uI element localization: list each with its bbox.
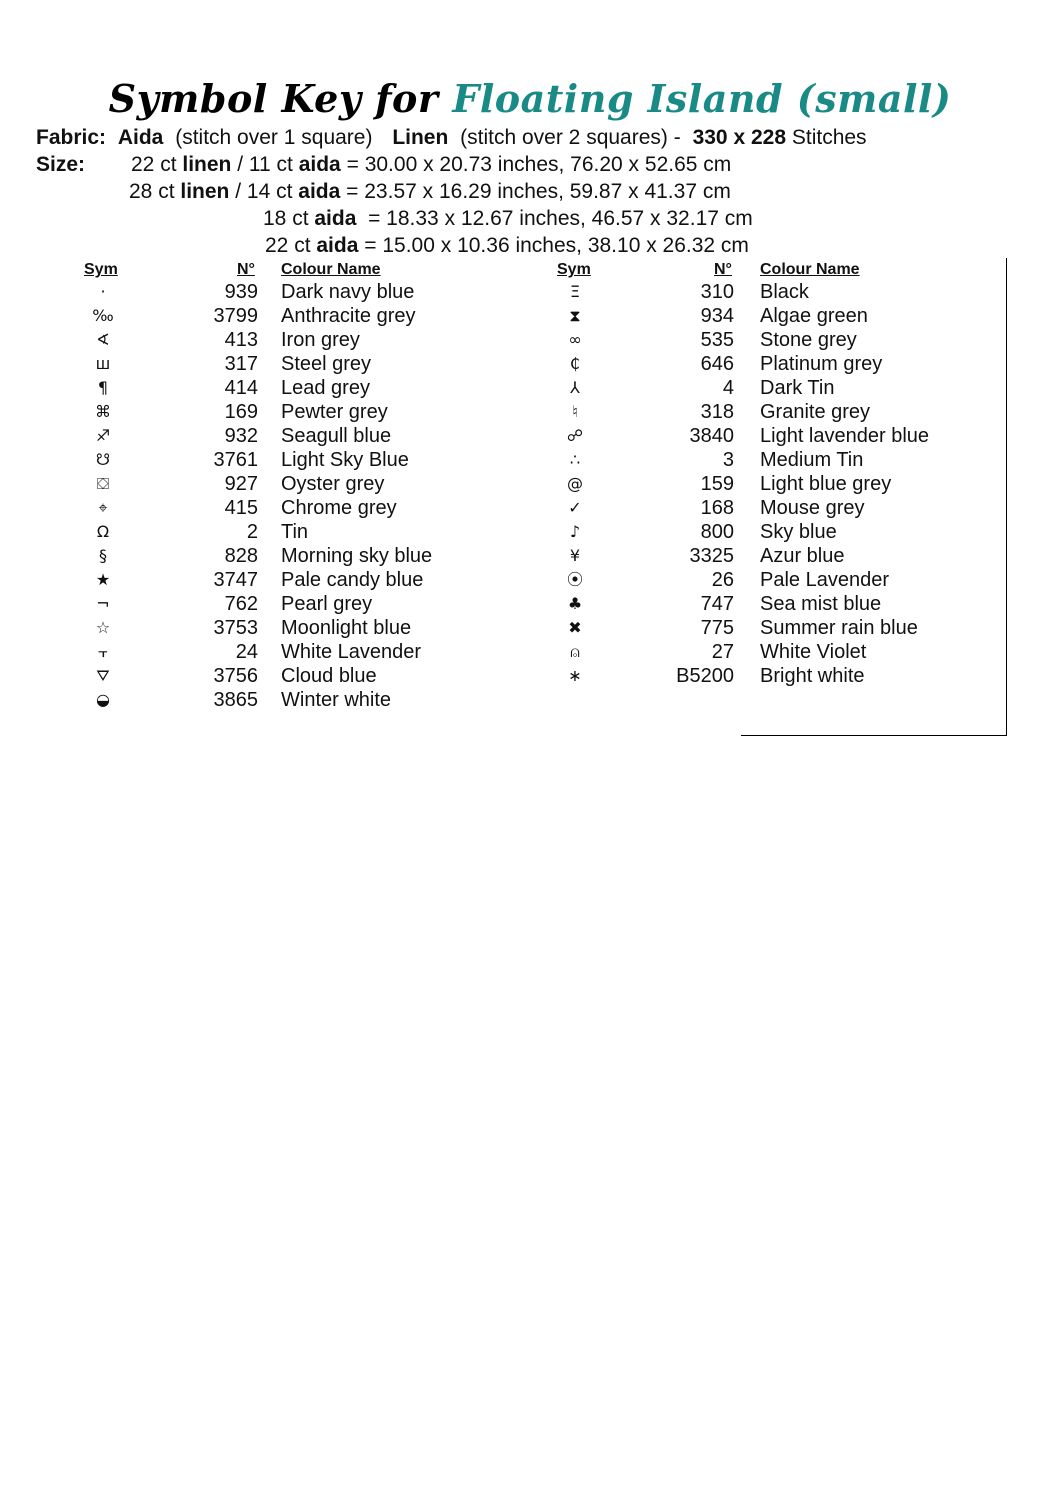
colour-name: Sea mist blue	[760, 593, 882, 615]
symbol-icon: ¶	[97, 378, 109, 397]
size-count-alt: / 14 ct	[235, 180, 293, 203]
thread-number: 27	[711, 641, 734, 663]
thread-number: 762	[224, 593, 258, 615]
symbol-icon: ☆	[95, 618, 111, 637]
thread-number: 934	[700, 305, 734, 327]
thread-number: B5200	[676, 665, 734, 687]
symbol-icon: ⛋	[96, 474, 110, 493]
thread-number: 3840	[689, 425, 734, 447]
symbol-icon: ‰	[92, 306, 114, 325]
list-item	[0, 448, 1060, 472]
list-item	[0, 472, 1060, 496]
thread-number: 2	[246, 521, 258, 543]
thread-number: 26	[711, 569, 734, 591]
symbol-icon: ⍝	[570, 642, 580, 661]
symbol-icon: ⅄	[570, 378, 580, 397]
colour-name: Granite grey	[760, 401, 871, 423]
colour-name: Sky blue	[760, 521, 837, 543]
thread-number: 646	[700, 353, 734, 375]
size-line	[265, 234, 749, 258]
list-item	[0, 280, 1060, 304]
colour-name: Anthracite grey	[281, 305, 416, 327]
colour-name: Light lavender blue	[760, 425, 930, 447]
list-item	[0, 592, 1060, 616]
symbol-icon: Ω	[96, 522, 110, 541]
thread-number: 24	[235, 641, 258, 663]
size-count: 28 ct	[129, 180, 175, 203]
thread-number: 3325	[689, 545, 734, 567]
colour-name: Dark navy blue	[281, 281, 415, 303]
symbol-icon: Ξ	[569, 282, 581, 301]
list-item	[0, 304, 1060, 328]
thread-number: 310	[700, 281, 734, 303]
symbol-icon: ₵	[569, 354, 581, 373]
stitch-label: Stitches	[791, 126, 867, 149]
header-num-right: N°	[714, 261, 732, 278]
thread-number: 3756	[213, 665, 258, 687]
colour-name: Winter white	[281, 689, 392, 711]
symbol-icon: ·	[100, 282, 106, 301]
symbol-icon: ⌖	[98, 498, 108, 517]
thread-number: 3747	[213, 569, 258, 591]
colour-name: Pale candy blue	[281, 569, 424, 591]
size-fabric-alt: aida	[298, 180, 341, 203]
page-title	[0, 76, 1060, 121]
colour-name: Dark Tin	[760, 377, 835, 399]
header-name-right: Colour Name	[760, 261, 860, 278]
colour-name: Cloud blue	[281, 665, 377, 687]
size-label: Size:	[36, 153, 86, 176]
size-fabric: linen	[182, 153, 232, 176]
colour-name: White Lavender	[281, 641, 422, 663]
list-item	[0, 616, 1060, 640]
title-prefix: Symbol Key for	[108, 76, 439, 121]
list-item	[0, 544, 1060, 568]
symbol-icon: ♮	[572, 402, 578, 421]
colour-name: Medium Tin	[760, 449, 864, 471]
colour-name: Mouse grey	[760, 497, 865, 519]
thread-number: 414	[224, 377, 258, 399]
symbol-icon: ◒	[96, 690, 110, 709]
list-item	[0, 328, 1060, 352]
symbol-icon: ★	[95, 570, 111, 589]
stitch-count: 330 x 228	[692, 126, 787, 149]
colour-name: Tin	[281, 521, 309, 543]
symbol-icon: ⦿	[566, 570, 583, 589]
thread-number: 939	[224, 281, 258, 303]
colour-name: Stone grey	[760, 329, 857, 351]
symbol-icon: ⧗	[569, 306, 581, 325]
symbol-icon: ∢	[96, 330, 110, 349]
list-item	[0, 400, 1060, 424]
thread-number: 747	[700, 593, 734, 615]
size-fabric-alt: aida	[298, 153, 341, 176]
symbol-icon: ♐	[95, 426, 111, 445]
fabric-linen-note: (stitch over 2 squares) -	[460, 126, 681, 149]
colour-name: Summer rain blue	[760, 617, 918, 639]
colour-name: White Violet	[760, 641, 867, 663]
symbol-icon: ш	[95, 354, 111, 373]
fabric-linen: Linen	[392, 126, 449, 149]
size-dimensions: = 15.00 x 10.36 inches, 38.10 x 26.32 cm	[364, 234, 749, 257]
colour-name: Black	[760, 281, 809, 303]
list-item	[0, 496, 1060, 520]
colour-name: Pewter grey	[281, 401, 388, 423]
list-item	[0, 376, 1060, 400]
thread-number: 3865	[213, 689, 258, 711]
symbol-icon: ✖	[568, 618, 582, 637]
colour-name: Seagull blue	[281, 425, 392, 447]
thread-number: 413	[224, 329, 258, 351]
symbol-icon: ⌘	[95, 402, 111, 421]
symbol-icon: ♪	[569, 522, 581, 541]
symbol-icon: ♣	[567, 594, 583, 613]
colour-name: Morning sky blue	[281, 545, 433, 567]
size-line	[129, 180, 731, 204]
size-count: 22 ct	[265, 234, 311, 257]
header-sym-right: Sym	[557, 261, 591, 278]
colour-name: Bright white	[760, 665, 865, 687]
fabric-label: Fabric:	[36, 126, 107, 149]
size-count: 22 ct	[131, 153, 177, 176]
symbol-icon: §	[99, 546, 107, 565]
header-num-left: N°	[237, 261, 255, 278]
colour-name: Pearl grey	[281, 593, 373, 615]
symbol-icon: @	[567, 474, 583, 493]
thread-number: 3799	[213, 305, 258, 327]
colour-name: Light blue grey	[760, 473, 892, 495]
size-line	[131, 153, 731, 177]
thread-number: 415	[224, 497, 258, 519]
colour-name: Light Sky Blue	[281, 449, 409, 471]
list-item	[0, 568, 1060, 592]
thread-number: 800	[700, 521, 734, 543]
table-bottom-border	[741, 735, 1007, 736]
table-right-border	[1006, 258, 1007, 736]
fabric-aida: Aida	[117, 126, 164, 149]
title-pattern-name: Floating Island (small)	[452, 76, 952, 121]
thread-number: 317	[224, 353, 258, 375]
symbol-icon: ☋	[95, 450, 111, 469]
colour-name: Lead grey	[281, 377, 370, 399]
list-item	[0, 640, 1060, 664]
list-item	[0, 520, 1060, 544]
thread-number: 3	[722, 449, 734, 471]
thread-number: 168	[700, 497, 734, 519]
size-dimensions: = 30.00 x 20.73 inches, 76.20 x 52.65 cm	[346, 153, 732, 176]
thread-number: 932	[224, 425, 258, 447]
thread-number: 828	[224, 545, 258, 567]
thread-number: 4	[722, 377, 734, 399]
list-item	[0, 352, 1060, 376]
symbol-icon: ✓	[568, 498, 582, 517]
symbol-icon: ¬	[96, 594, 110, 613]
header-name-left: Colour Name	[281, 261, 381, 278]
size-dimensions: = 23.57 x 16.29 inches, 59.87 x 41.37 cm	[346, 180, 731, 203]
symbol-icon: ¥	[569, 546, 581, 565]
colour-name: Algae green	[760, 305, 868, 327]
thread-number: 169	[224, 401, 258, 423]
fabric-line	[36, 126, 867, 150]
list-item	[0, 424, 1060, 448]
size-fabric: linen	[180, 180, 230, 203]
colour-name: Oyster grey	[281, 473, 385, 495]
list-item	[0, 664, 1060, 688]
thread-number: 3753	[213, 617, 258, 639]
symbol-icon: ☍	[566, 426, 584, 445]
colour-name: Platinum grey	[760, 353, 883, 375]
thread-number: 927	[224, 473, 258, 495]
colour-name: Chrome grey	[281, 497, 397, 519]
colour-name: Steel grey	[281, 353, 372, 375]
header-sym-left: Sym	[84, 261, 118, 278]
list-item	[0, 688, 1060, 712]
thread-number: 318	[700, 401, 734, 423]
size-count-alt: / 11 ct	[237, 153, 293, 176]
thread-number: 3761	[213, 449, 258, 471]
symbol-icon: ⫟	[98, 642, 108, 661]
symbol-icon: ⛛	[96, 666, 110, 685]
thread-number: 535	[700, 329, 734, 351]
symbol-icon: ∞	[568, 330, 582, 349]
colour-name: Moonlight blue	[281, 617, 412, 639]
colour-name: Azur blue	[760, 545, 845, 567]
fabric-aida-note: (stitch over 1 square)	[175, 126, 373, 149]
thread-number: 159	[700, 473, 734, 495]
size-dimensions: = 18.33 x 12.67 inches, 46.57 x 32.17 cm	[362, 207, 753, 230]
symbol-icon: ∴	[569, 450, 581, 469]
size-line	[263, 207, 753, 231]
size-fabric: aida	[316, 234, 359, 257]
size-count: 18 ct	[263, 207, 309, 230]
size-fabric: aida	[314, 207, 357, 230]
colour-name: Pale Lavender	[760, 569, 889, 591]
symbol-icon: ∗	[568, 666, 582, 685]
thread-number: 775	[700, 617, 734, 639]
colour-name: Iron grey	[281, 329, 360, 351]
